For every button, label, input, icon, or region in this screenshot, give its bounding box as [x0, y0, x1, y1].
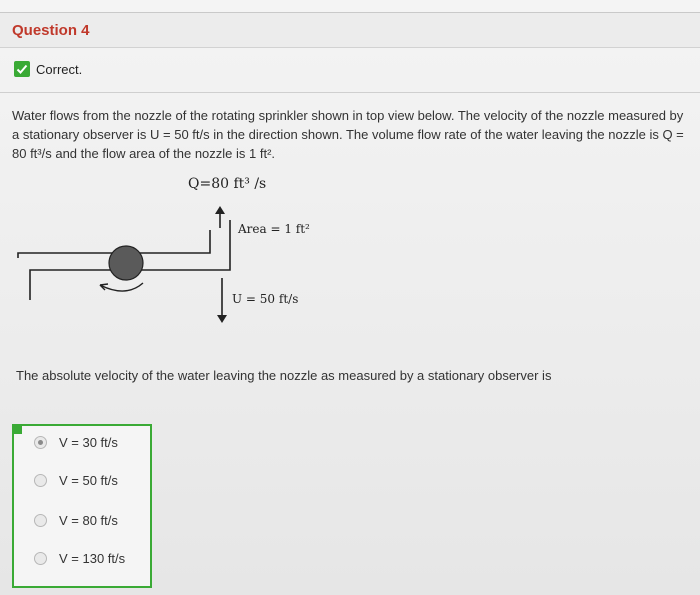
- question-header: [0, 13, 700, 48]
- answer-prompt: The absolute velocity of the water leaving the nozzle as measured by a stationary observer is: [16, 368, 552, 383]
- flow-rate-label: Q=80 ft³ /s: [188, 176, 267, 192]
- correct-marker-icon: [12, 424, 22, 434]
- area-label: Area = 1 ft²: [238, 222, 310, 236]
- radio-button[interactable]: [34, 474, 47, 487]
- option-label: V = 130 ft/s: [59, 550, 126, 566]
- radio-button[interactable]: [34, 436, 47, 449]
- option-3[interactable]: [34, 510, 118, 530]
- status-row: [14, 60, 82, 78]
- sprinkler-diagram: [0, 170, 700, 350]
- radio-button[interactable]: [34, 514, 47, 527]
- sprinkler-figure: [0, 170, 700, 350]
- divider: [0, 92, 700, 93]
- check-icon: [14, 61, 30, 77]
- option-label: V = 80 ft/s: [59, 512, 118, 528]
- question-text: Water flows from the nozzle of the rotating sprinkler shown in top view below. The velocity of the nozzle measured by a stationary observer is U = 50 ft/s in the direction shown. The volume flow rate of the water leaving the nozzle is Q = 80 ft³/s and the flow area of the nozzle is 1 ft².: [12, 108, 684, 161]
- velocity-label: U = 50 ft/s: [232, 292, 299, 306]
- option-4[interactable]: [34, 548, 125, 568]
- hub-icon: [109, 246, 143, 280]
- option-label: V = 50 ft/s: [59, 472, 118, 488]
- option-label: V = 30 ft/s: [59, 434, 118, 450]
- option-1[interactable]: [34, 432, 118, 452]
- radio-button[interactable]: [34, 552, 47, 565]
- question-title: Question 4: [12, 22, 90, 39]
- status-text: Correct.: [36, 61, 83, 77]
- option-2[interactable]: [34, 470, 118, 490]
- answer-options: [12, 424, 152, 588]
